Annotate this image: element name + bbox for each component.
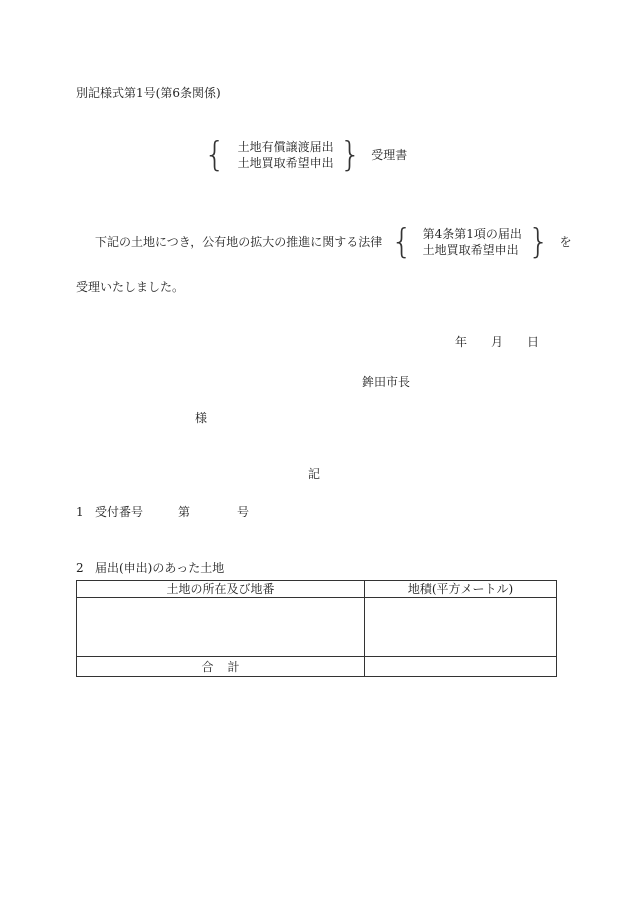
title-line-2: 土地買取希望申出 [237, 156, 334, 170]
item1-go: 号 [237, 505, 250, 519]
date-day: 日 [527, 335, 540, 349]
title-line-1: 土地有償譲渡届出 [237, 140, 334, 154]
table-row [77, 598, 557, 657]
body-suffix: を [559, 235, 572, 249]
left-brace: { [391, 222, 413, 262]
item2-number: 2 [76, 561, 84, 575]
ki-heading: 記 [308, 467, 321, 481]
item1-label: 受付番号 [95, 505, 144, 519]
body-lead: 下記の土地につき，公有地の拡大の推進に関する法律 [95, 235, 383, 249]
header-area: 地積(平方メートル) [365, 581, 557, 598]
item1-dai: 第 [178, 505, 191, 519]
date-year: 年 [455, 335, 468, 349]
left-brace: { [204, 135, 226, 175]
form-label: 別記様式第1号(第6条関係) [76, 86, 221, 100]
table-header-row [77, 581, 557, 598]
total-label-cell [77, 657, 365, 677]
table-total-row [77, 657, 557, 677]
cell-area[interactable] [365, 598, 557, 657]
right-brace: } [527, 222, 550, 262]
total-label: 合計 [201, 659, 254, 674]
total-area-cell[interactable] [365, 657, 557, 677]
body-brace-group [391, 222, 572, 262]
land-table [76, 580, 557, 677]
body-brace-lines [423, 226, 522, 258]
body-brace-line-1: 第4条第1項の届出 [422, 227, 522, 241]
title-brace-lines [238, 139, 334, 171]
cell-location[interactable] [77, 598, 365, 657]
title-group [204, 135, 408, 175]
date-month: 月 [491, 335, 504, 349]
item1-number: 1 [76, 505, 84, 519]
right-brace: } [339, 135, 362, 175]
title-suffix: 受理書 [371, 148, 408, 162]
body-closing: 受理いたしました。 [76, 280, 185, 294]
addressee-suffix: 様 [195, 411, 208, 425]
body-brace-line-2: 土地買取希望申出 [422, 243, 519, 257]
item2-label: 届出(申出)のあった土地 [95, 561, 225, 575]
header-location: 土地の所在及び地番 [77, 581, 365, 598]
issuer: 鉾田市長 [362, 375, 411, 389]
